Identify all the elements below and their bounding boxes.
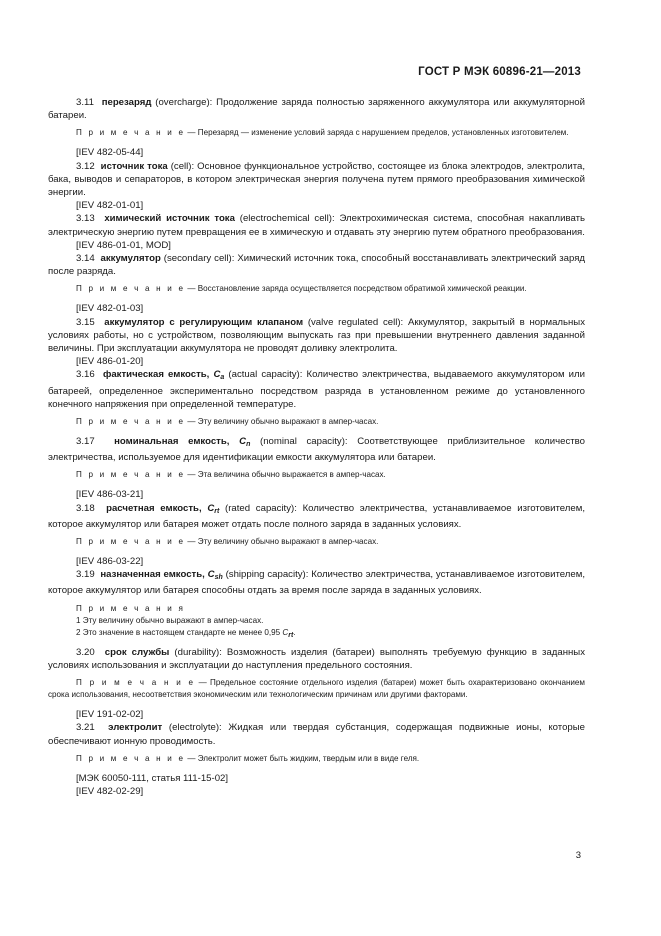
note: П р и м е ч а н и е — Предельное состояние отдельного изделия (батареи) может быть охарактеризовано окончанием срока использования, несоответствия экономическим или технологическим причинам или другими факторами. xyxy=(48,678,585,700)
note: П р и м е ч а н и е — Эту величину обычно выражают в ампер-часах. xyxy=(76,417,379,427)
term-3-21: 3.21 электролит (electrolyte): Жидкая или твердая субстанция, содержащая подвижные ионы, которые обеспечивают ионную проводимость. xyxy=(48,722,585,747)
document-body xyxy=(48,96,585,798)
reference: [IEV 486-01-20] xyxy=(76,356,144,368)
page-number: 3 xyxy=(575,850,581,861)
term-title: срок службы xyxy=(104,646,170,658)
term-3-13: 3.13 химический источник тока (electrochemical cell): Электрохимическая система, способная накапливать электрическую энергию путем превращения ее в химическую и отдавать эту энергию путем обратного преобразования. xyxy=(48,213,585,238)
reference: [IEV 482-01-01] xyxy=(76,200,144,212)
reference: [IEV 486-03-21] xyxy=(76,489,144,501)
note: П р и м е ч а н и е — Эту величину обычно выражают в ампер-часах. xyxy=(76,537,379,547)
term-title: фактическая емкость, xyxy=(102,369,214,381)
note: П р и м е ч а н и е — Восстановление заряда осуществляется посредством обратимой химической реакции. xyxy=(76,284,527,294)
term-title: расчетная емкость, xyxy=(106,502,208,514)
note: П р и м е ч а н и е — Эта величина обычно выражается в ампер-часах. xyxy=(76,470,386,480)
reference: [IEV 486-01-01, MOD] xyxy=(76,239,171,251)
document-header: ГОСТ Р МЭК 60896-21—2013 xyxy=(418,66,581,78)
term-3-15: 3.15 аккумулятор с регулирующим клапаном (valve regulated cell): Аккумулятор, закрытый в нормальных условиях работы, но с устройством, позволяющим выпускать газ при превышении внутреннего давления заданной величины. При эксплуатации аккумулятора не проводят доливку электролита. xyxy=(48,316,585,355)
reference: [IEV 482-02-29] xyxy=(76,785,144,797)
reference: [IEV 482-05-44] xyxy=(76,147,144,159)
term-title: номинальная емкость, xyxy=(114,436,240,448)
note-item: 1 Эту величину обычно выражают в ампер-часах. xyxy=(76,615,264,625)
term-title: перезаряд xyxy=(101,97,152,108)
term-title: химический источник тока xyxy=(104,213,235,225)
reference: [МЭК 60050-111, статья 111-15-02] xyxy=(76,772,229,784)
reference: [IEV 482-01-03] xyxy=(76,303,144,315)
term-title: источник тока xyxy=(100,160,168,172)
term-3-12: 3.12 источник тока (cell): Основное функциональное устройство, состоящее из блока электродов, электролита, бака, выводов и сепараторов, в котором электрическая энергия получена путем прямого преобразования химической энергии. xyxy=(48,160,585,199)
reference: [IEV 191-02-02] xyxy=(76,709,144,721)
term-3-19: 3.19 назначенная емкость, $C_{sh}$ (shipping capacity): Количество электричества, устанавливаемое изготовителем, которое аккумулятор или батарея способны отдать за время после заряда в заданных условиях. xyxy=(48,569,585,597)
term-3-16: 3.16 фактическая емкость, $C_a$ (actual capacity): Количество электричества, выдаваемого аккумулятором или батареей, определенное экспериментально посредством разряда в установленном режиме до установленного конечного напряжения при определенной температуре. xyxy=(48,369,585,410)
reference: [IEV 486-03-22] xyxy=(76,556,144,568)
term-title: аккумулятор xyxy=(100,253,161,265)
term-title: аккумулятор с регулирующим клапаном xyxy=(104,316,304,328)
term-title: электролит xyxy=(108,722,163,734)
term-3-11: 3.11 перезаряд (overcharge): Продолжение заряда полностью заряженного аккумулятора или аккумуляторной батареи. xyxy=(48,97,585,122)
term-title: назначенная емкость, xyxy=(100,569,208,581)
note-item: 2 Это значение в настоящем стандарте не менее 0,95 Crt. xyxy=(76,627,296,639)
term-3-20: 3.20 срок службы (durability): Возможность изделия (батареи) выполнять требуемую функцию в заданных условиях использования и эксплуатации до наступления предельного состояния. xyxy=(48,646,586,671)
notes-heading: П р и м е ч а н и я xyxy=(76,603,186,613)
note: П р и м е ч а н и е — Электролит может быть жидким, твердым или в виде геля. xyxy=(76,753,420,763)
term-3-14: 3.14 аккумулятор (secondary cell): Химический источник тока, способный восстанавливать электрический заряд после разряда. xyxy=(48,253,585,278)
term-3-17: 3.17 номинальная емкость, $C_n$ (nominal capacity): Соответствующее приблизительное количество электричества, используемое для идентификации емкости аккумулятора или батареи. xyxy=(48,436,585,464)
note: П р и м е ч а н и е — Перезаряд — изменение условий заряда с нарушением пределов, установленных изготовителем. xyxy=(76,128,569,138)
term-3-18: 3.18 расчетная емкость, $C_{rt}$ (rated capacity): Количество электричества, устанавливаемое изготовителем, которое аккумулятор или батарея может отдать после полного заряда в заданных условиях. xyxy=(48,502,585,530)
